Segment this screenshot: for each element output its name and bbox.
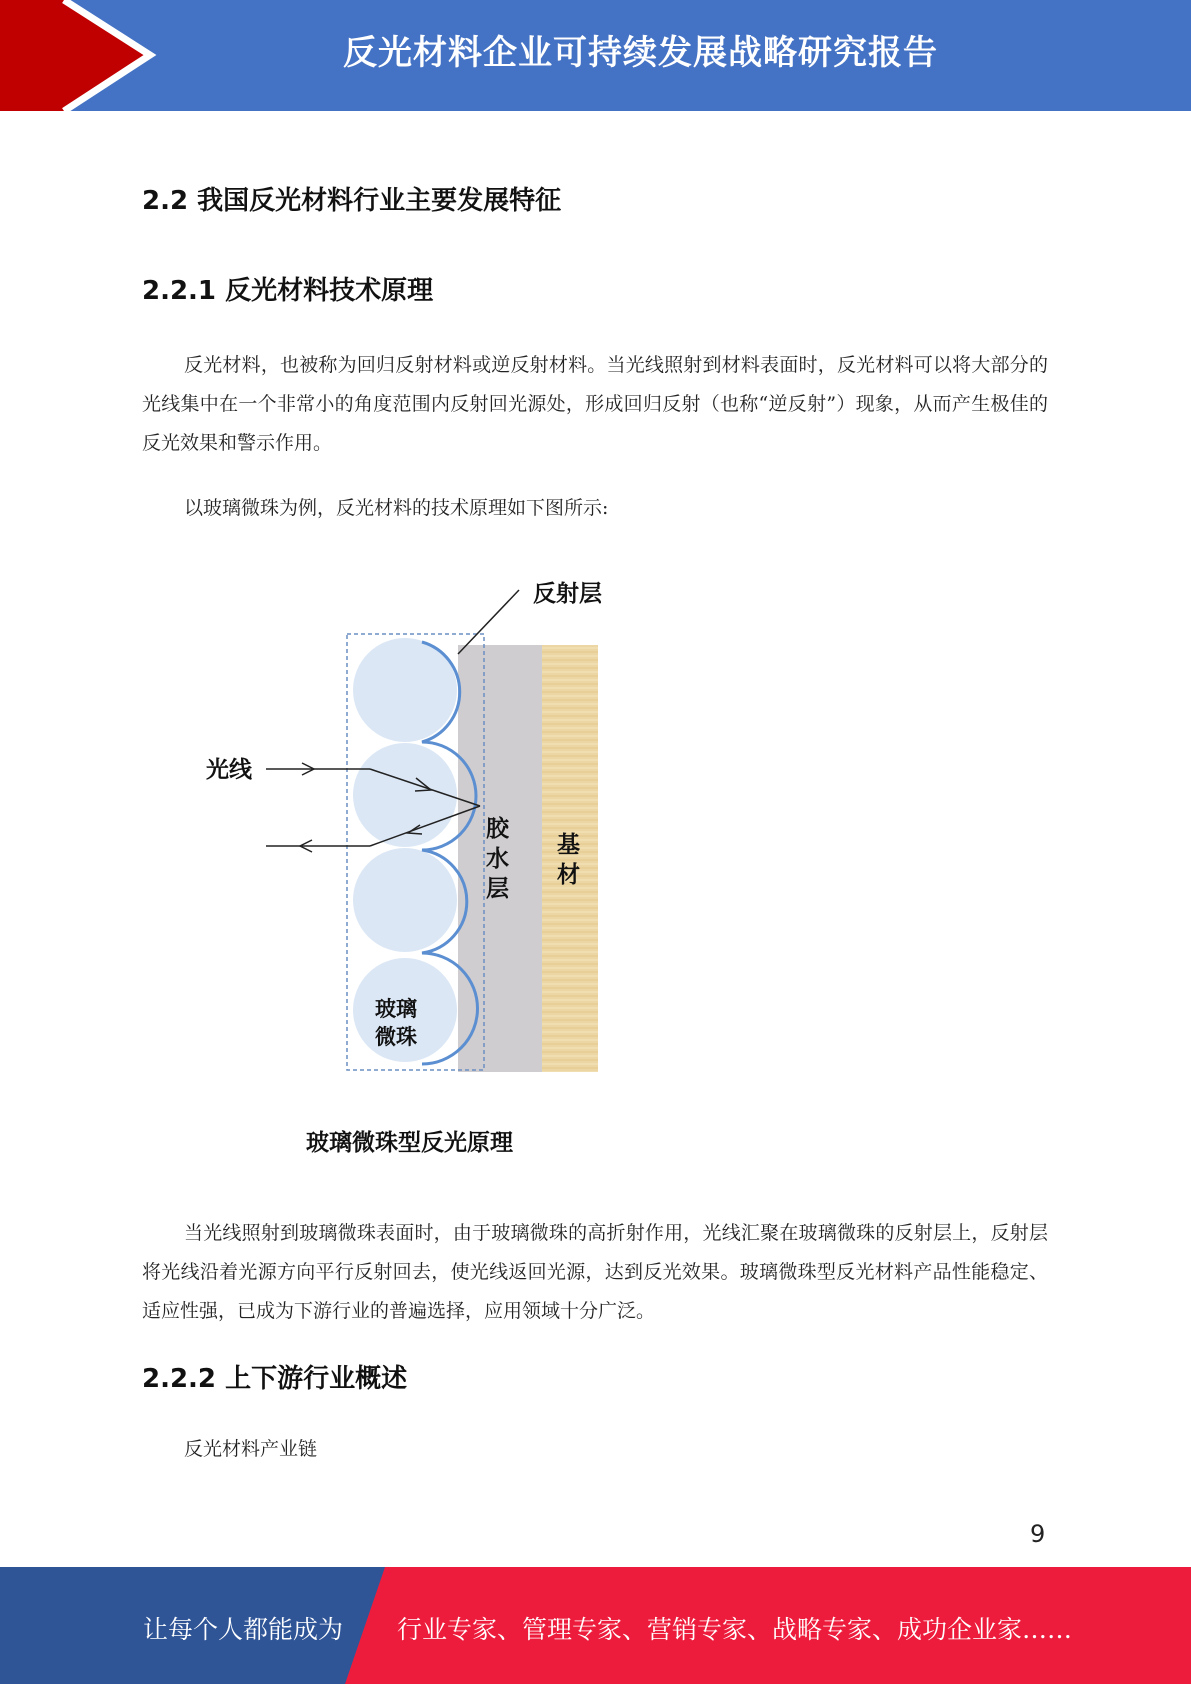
section-heading: 2.2 我国反光材料行业主要发展特征 xyxy=(142,186,562,216)
label-adhesive-char: 胶 xyxy=(486,816,509,842)
page-header xyxy=(0,0,1191,111)
paragraph-industry-chain: 反光材料产业链 xyxy=(184,1438,318,1460)
label-adhesive-char: 水 xyxy=(486,846,509,872)
label-glass-bead-line1: 玻璃 xyxy=(375,997,417,1021)
substrate-layer xyxy=(542,645,598,1072)
page-number: 9 xyxy=(1030,1520,1046,1548)
label-substrate-char: 材 xyxy=(557,862,580,888)
paragraph-principle-explanation: 当光线照射到玻璃微珠表面时，由于玻璃微珠的高折射作用，光线汇聚在玻璃微珠的反射层上，反射层将光线沿着光源方向平行反射回去，使光线返回光源，达到反光效果。玻璃微珠型反光材料产品性能稳定、适应性强，已成为下游行业的普遍选择，应用领域十分广泛。 xyxy=(142,1222,1048,1322)
subsection-heading-2-2-1: 2.2.1 反光材料技术原理 xyxy=(142,276,434,306)
label-light: 光线 xyxy=(206,757,252,783)
glass-bead xyxy=(353,848,457,952)
label-adhesive-char: 层 xyxy=(486,876,509,902)
paragraph-figure-intro: 以玻璃微珠为例，反光材料的技术原理如下图所示: xyxy=(184,497,609,519)
label-substrate-char: 基 xyxy=(557,832,580,858)
subsection-heading-2-2-2: 2.2.2 上下游行业概述 xyxy=(142,1364,408,1394)
figure-caption: 玻璃微珠型反光原理 xyxy=(306,1130,513,1156)
label-reflective-layer: 反射层 xyxy=(533,581,602,607)
footer-slogan-right: 行业专家、管理专家、营销专家、战略专家、成功企业家…… xyxy=(397,1615,1073,1644)
footer-slogan-left: 让每个人都能成为 xyxy=(143,1615,344,1644)
label-glass-bead-line2: 微珠 xyxy=(375,1025,417,1049)
glass-bead-diagram xyxy=(190,570,650,1110)
report-title: 反光材料企业可持续发展战略研究报告 xyxy=(343,33,938,73)
paragraph-definition: 反光材料，也被称为回归反射材料或逆反射材料。当光线照射到材料表面时，反光材料可以将大部分的光线集中在一个非常小的角度范围内反射回光源处，形成回归反射（也称“逆反射”）现象，从而产生极佳的反光效果和警示作用。 xyxy=(142,354,1048,454)
page-footer xyxy=(0,1567,1191,1684)
glass-bead xyxy=(353,743,457,847)
